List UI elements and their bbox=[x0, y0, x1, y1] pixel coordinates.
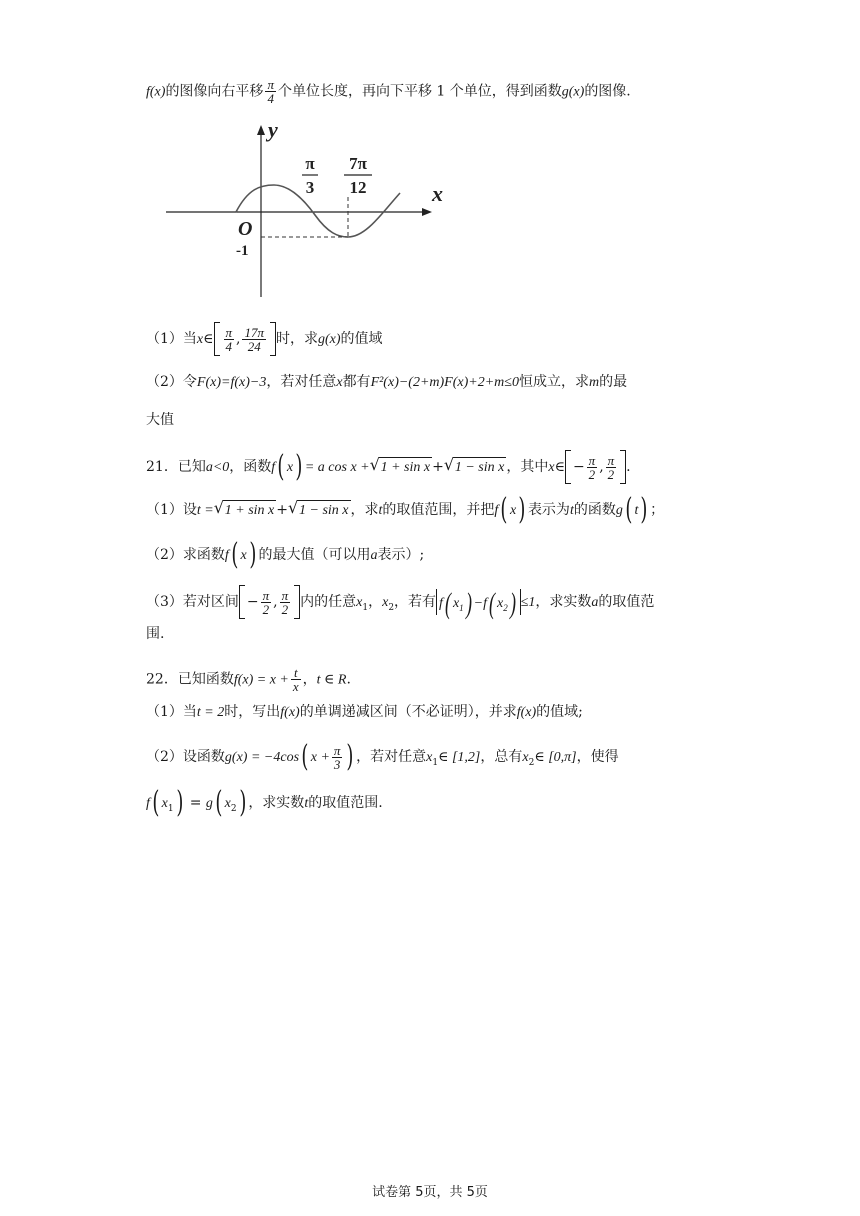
q21-part2: （2）求函数f( x) 的最大值（可以用a表示）; bbox=[146, 537, 425, 572]
origin-label: O bbox=[238, 218, 253, 240]
tick-7pi-12-den: 12 bbox=[349, 178, 367, 197]
x-axis-arrow bbox=[422, 208, 432, 216]
tick-pi-3-den: 3 bbox=[305, 178, 315, 197]
q22-part1: （1）当t = 2时，写出f(x)的单调递减区间（不必证明），并求f(x)的值域; bbox=[146, 704, 583, 720]
page-footer: 试卷第 5页，共 5页 bbox=[372, 1185, 488, 1200]
q20-part2: （2）令F(x)=f(x)−3，若对任意x都有F²(x)−(2+m)F(x)+2+m≤0恒成立，求m的最 bbox=[146, 374, 628, 390]
q22-stem: 22．已知函数f(x) = x + $\frac{t}{x}$ ，t ∈ R. bbox=[146, 665, 351, 694]
q22-part2: （2）设函数g(x) = −4cos( x + $\frac{\pi}{3}$ ) ，若对任意$x_1\in$ [1,2]，总有$x_2\in$ [0,π]，使得 bbox=[146, 739, 619, 774]
q22-part2-cont: f( $x_1) = g$( $x_2$) ，求实数t的取值范围. bbox=[146, 785, 383, 820]
q21-stem: 21．已知a<0，函数f( x) = a cos x +√ 1 + sin x +√ 1 − sin x ，其中x∈ − $\frac{\pi}{2}$ , $\frac{\pi}{2}$ . bbox=[146, 450, 631, 484]
function-graph bbox=[160, 115, 460, 305]
y-label: y bbox=[268, 117, 278, 142]
tick-7pi-12-num: 7π bbox=[349, 154, 367, 173]
intro-line: f(x)的图像向右平移 $\frac{\pi}{4}$ 个单位长度，再向下平移 1 个单位，得到函数g(x)的图像. bbox=[146, 77, 631, 106]
minus-one-label: -1 bbox=[236, 243, 249, 259]
q21-part3: （3）若对区间 − $\frac{\pi}{2}$ , $\frac{\pi}{2}$ 内的任意$x_1$，$x_2$，若有 f( $x_1) -f$( $x_2) \le 1$，求实数a的取值范 bbox=[146, 587, 655, 620]
f-of-x: f(x) bbox=[146, 84, 166, 100]
q21-part3-cont: 围. bbox=[146, 626, 165, 642]
q20-part2-cont: 大值 bbox=[146, 412, 174, 428]
q21-part1: （1）设t =√ 1 + sin x +√ 1 − sin x ，求t的取值范围，并把f( x) 表示为t的函数g( t) ； bbox=[146, 495, 664, 525]
x-label: x bbox=[432, 181, 443, 206]
pi-over-4: $\frac{\pi}{4}$ bbox=[267, 77, 274, 106]
y-axis-arrow bbox=[257, 125, 265, 135]
q20-part1: （1）当x∈ $\frac{\pi}{4}$ , $\frac{17\pi}{24}$ 时，求g(x)的值域 bbox=[146, 322, 383, 356]
tick-pi-3-num: π bbox=[305, 154, 315, 173]
